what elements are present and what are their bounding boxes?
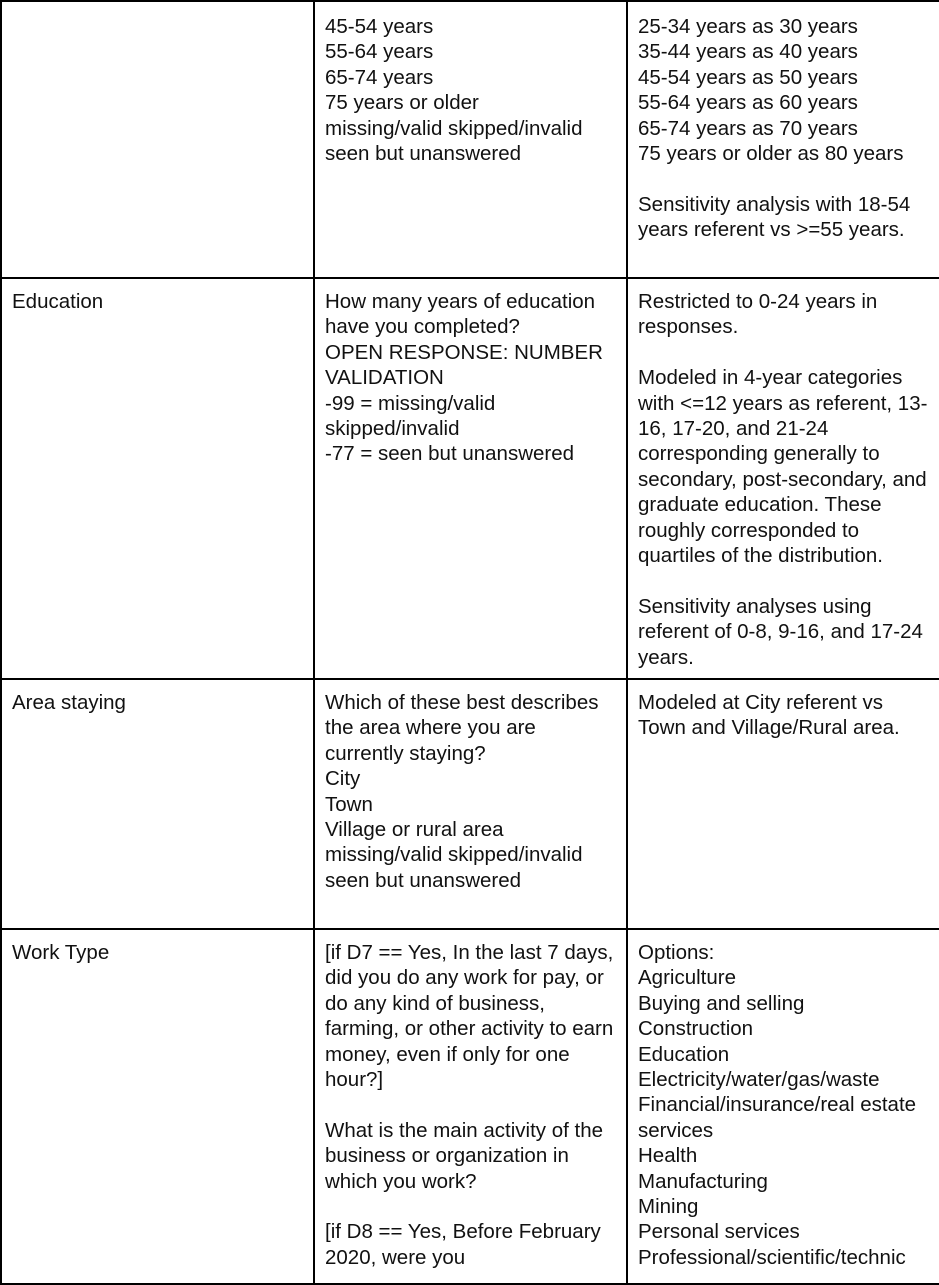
coding-line: 35-44 years as 40 years bbox=[638, 40, 858, 64]
coding-cell bbox=[627, 278, 939, 679]
question-cell bbox=[314, 1, 627, 278]
question-line: Town bbox=[325, 792, 373, 816]
coding-option: Agriculture bbox=[638, 966, 736, 990]
coding-line: 65-74 years as 70 years bbox=[638, 116, 858, 140]
coding-line: 75 years or older as 80 years bbox=[638, 142, 904, 166]
coding-heading: Options: bbox=[638, 941, 715, 964]
question-cell bbox=[314, 278, 627, 679]
coding-paragraph: Modeled in 4-year categories with <=12 years as referent, 13-16, 17-20, and 21-24 corresponding generally to secondary, post-secondary, and graduate education. These roughly corresponded to quartiles of the distribution. bbox=[638, 366, 928, 568]
coding-cell bbox=[627, 679, 939, 929]
coding-paragraph: Restricted to 0-24 years in responses. bbox=[638, 290, 878, 339]
coding-option: Education bbox=[638, 1042, 730, 1066]
table-row bbox=[1, 1, 939, 278]
coding-option: Professional/scientific/technic bbox=[638, 1245, 906, 1269]
variable-name: Work Type bbox=[12, 941, 110, 964]
variable-name: Area staying bbox=[12, 691, 126, 714]
coding-cell bbox=[627, 929, 939, 1284]
question-paragraph: What is the main activity of the business or organization in which you work? bbox=[325, 1118, 604, 1193]
question-line: 55-64 years bbox=[325, 40, 434, 64]
coding-text: Modeled at City referent vs Town and Village/Rural area. bbox=[638, 691, 900, 740]
question-line: 45-54 years bbox=[325, 15, 434, 38]
coding-option: Personal services bbox=[638, 1220, 800, 1244]
question-line: City bbox=[325, 767, 361, 791]
coding-option: Electricity/water/gas/waste bbox=[638, 1068, 880, 1092]
question-line: 65-74 years bbox=[325, 65, 434, 89]
question-line: missing/valid skipped/invalid bbox=[325, 116, 583, 140]
table-row bbox=[1, 929, 939, 1284]
question-cell bbox=[314, 929, 627, 1284]
coding-option: Manufacturing bbox=[638, 1169, 768, 1193]
question-line: -77 = seen but unanswered bbox=[325, 442, 575, 466]
coding-option: Construction bbox=[638, 1017, 754, 1041]
question-line: Which of these best describes the area where you are currently staying? bbox=[325, 691, 599, 765]
question-cell bbox=[314, 679, 627, 929]
coding-paragraph: Sensitivity analyses using referent of 0-8, 9-16, and 17-24 years. bbox=[638, 594, 923, 669]
coding-note: Sensitivity analysis with 18-54 years referent vs >=55 years. bbox=[638, 192, 911, 242]
question-line: seen but unanswered bbox=[325, 868, 522, 892]
question-line: 75 years or older bbox=[325, 91, 479, 115]
table-row bbox=[1, 278, 939, 679]
coding-option: Financial/insurance/real estate services bbox=[638, 1093, 917, 1142]
question-paragraph: [if D7 == Yes, In the last 7 days, did you do any work for pay, or do any kind of business, farming, or other activity to earn money, even if only for one hour?] bbox=[325, 941, 614, 1092]
variable-cell bbox=[1, 679, 314, 929]
question-paragraph: [if D8 == Yes, Before February 2020, were you bbox=[325, 1220, 601, 1269]
variable-cell bbox=[1, 929, 314, 1284]
coding-line: 55-64 years as 60 years bbox=[638, 91, 858, 115]
coding-cell bbox=[627, 1, 939, 278]
question-line: missing/valid skipped/invalid bbox=[325, 843, 583, 867]
question-line: OPEN RESPONSE: NUMBER VALIDATION bbox=[325, 340, 603, 390]
variable-name: Education bbox=[12, 290, 104, 313]
coding-option: Buying and selling bbox=[638, 991, 805, 1015]
coding-option: Mining bbox=[638, 1195, 699, 1219]
coding-option: Health bbox=[638, 1144, 698, 1168]
coding-line: 25-34 years as 30 years bbox=[638, 15, 858, 38]
question-line: How many years of education have you completed? bbox=[325, 290, 596, 339]
question-line: Village or rural area bbox=[325, 818, 504, 842]
table-row bbox=[1, 679, 939, 929]
variable-cell bbox=[1, 278, 314, 679]
question-line: -99 = missing/valid skipped/invalid bbox=[325, 391, 496, 441]
variable-cell bbox=[1, 1, 314, 278]
coding-line: 45-54 years as 50 years bbox=[638, 65, 858, 89]
question-line: seen but unanswered bbox=[325, 142, 522, 166]
